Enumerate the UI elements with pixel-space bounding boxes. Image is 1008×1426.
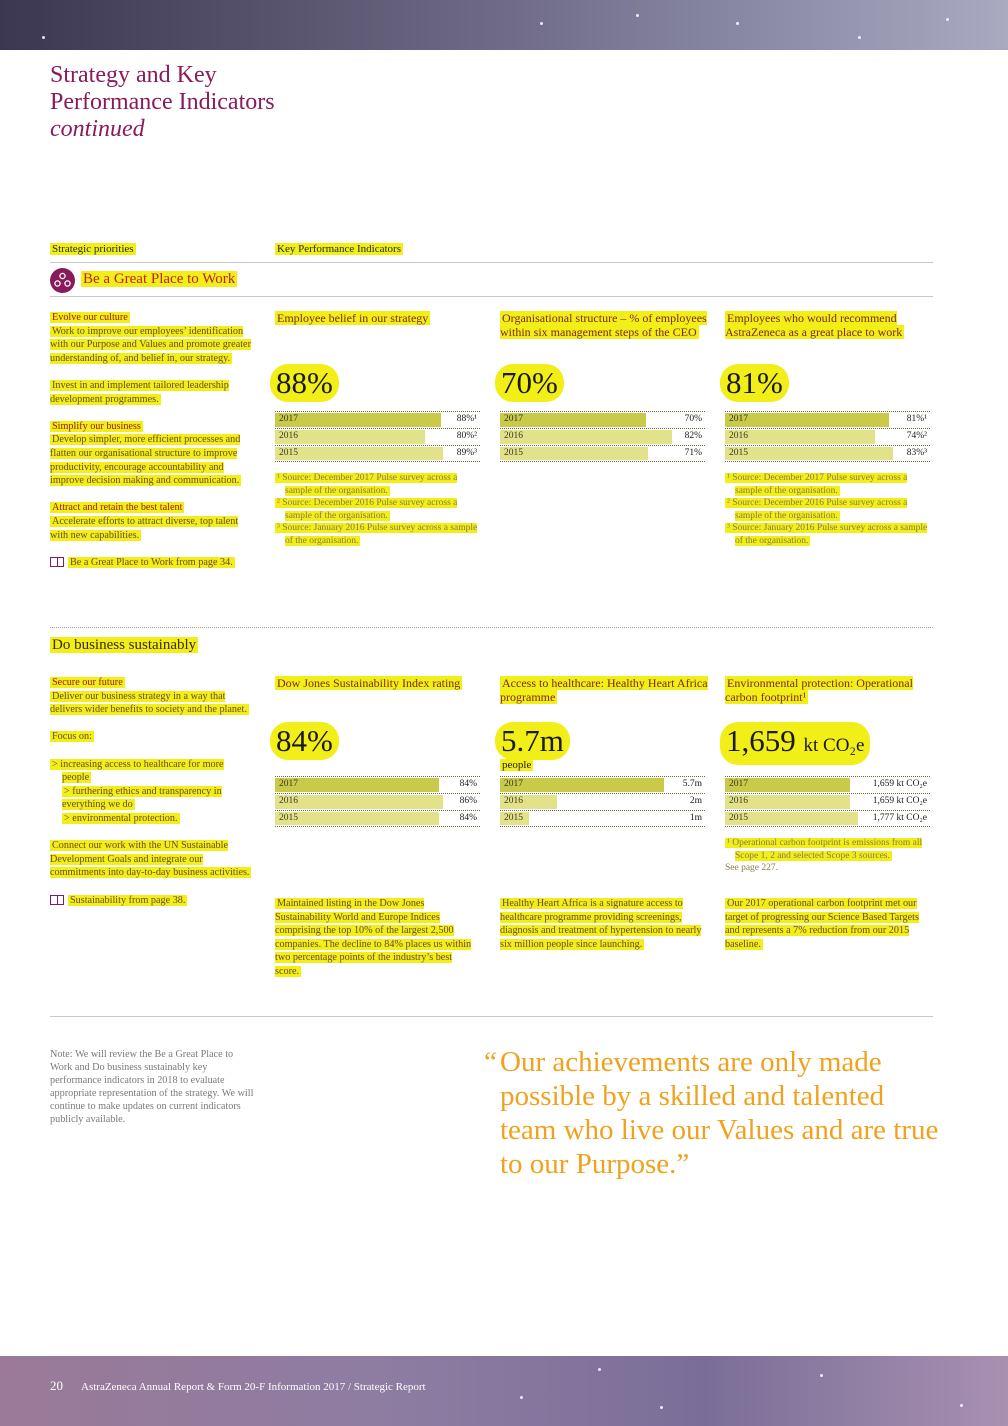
priority-item: Evolve our culture Work to improve our employees’ identification with our Purpose and Values and promote greater understanding of, and belief in, our strategy.	[50, 312, 251, 364]
bar-fill	[275, 812, 439, 825]
kpi-footnotes: ¹ Source: December 2017 Pulse survey across a sample of the organisation. ² Source: December 2016 Pulse survey across a sample of the organisation. ³ Source: January 2016 Pulse survey across a sample of the organisation.	[727, 473, 928, 546]
footer-text: AstraZeneca Annual Report & Form 20-F Information 2017 / Strategic Report	[81, 1381, 426, 1393]
kpi-big-value: 70%	[495, 364, 564, 402]
kpi-title: Dow Jones Sustainability Index rating	[277, 676, 461, 690]
page-link[interactable]: Sustainability from page 38.	[50, 894, 255, 908]
people-network-icon	[50, 268, 75, 293]
review-note: Note: We will review the Be a Great Place to Work and Do business sustainably key performance indicators in 2018 to evaluate appropriate representation of the strategy. We will continue to make updates on current indicators publicly available.	[50, 1049, 254, 1125]
quote-mark: “	[484, 1046, 497, 1078]
priority-item: Secure our future Deliver our business strategy in a way that delivers wider benefits to society and the planet.	[50, 677, 247, 716]
title-line-2: Performance Indicators	[50, 89, 275, 115]
kpi-bars	[725, 776, 930, 827]
priority-item: Attract and retain the best talent Accelerate efforts to attract diverse, top talent with new capabilities.	[50, 502, 239, 541]
divider	[50, 296, 933, 297]
title-continued: continued	[50, 116, 145, 142]
bar-fill	[725, 447, 893, 460]
priority-item: Simplify our business Develop simpler, more efficient processes and flatten our organisational structure to improve productivity, encourage accountability and improve decision making and communication.	[50, 420, 241, 487]
kpi-title: Employees who would recommend AstraZeneca as a great place to work	[725, 311, 903, 339]
section-title-great-place: Be a Great Place to Work	[83, 271, 236, 287]
pull-quote	[486, 1045, 946, 1181]
kpi-title: Organisational structure – % of employees within six management steps of the CEO	[500, 311, 707, 339]
kpi-bars	[725, 411, 930, 462]
bar-fill	[500, 778, 664, 792]
kpi-description: Our 2017 operational carbon footprint met our target of progressing our Science Based Targets and represents a 7% reduction from our 2015 baseline.	[725, 898, 919, 950]
bar-row: 2017 84%	[275, 776, 480, 793]
kpi-big-value: 1,659 kt CO₂e	[720, 722, 870, 765]
focus-list: > increasing access to healthcare for more people > furthering ethics and transparency in everything we do > environmental protection.	[52, 758, 224, 824]
book-icon	[50, 895, 64, 905]
kpi-big-value: 88%	[270, 364, 339, 402]
column-head-priorities: Strategic priorities	[52, 243, 134, 255]
bar-row: 2016 86%	[275, 793, 480, 810]
bar-row: 2016 82%	[500, 428, 705, 445]
priorities-sustainably	[50, 676, 255, 921]
section-separator	[50, 627, 933, 628]
bar-row: 2015 89%³	[275, 445, 480, 462]
focus-label: Focus on:	[52, 731, 92, 743]
top-banner	[0, 0, 1008, 50]
bar-row: 2017 88%¹	[275, 411, 480, 428]
kpi-footnotes: ¹ Source: December 2017 Pulse survey across a sample of the organisation. ² Source: December 2016 Pulse survey across a sample of the organisation. ³ Source: January 2016 Pulse survey across a sample of the organisation.	[277, 473, 478, 546]
bar-fill	[275, 447, 443, 460]
bar-fill	[275, 778, 439, 792]
kpi-big-value: 84%	[270, 722, 339, 760]
kpi-title: Environmental protection: Operational carbon footprint¹	[725, 676, 913, 704]
bar-row: 2015 1m	[500, 810, 705, 827]
kpi-bars	[275, 776, 480, 827]
section-title-sustainably: Do business sustainably	[52, 637, 197, 653]
bar-row: 2015 1,777 kt CO₂e	[725, 810, 930, 827]
kpi-bars	[275, 411, 480, 462]
see-page-link[interactable]: See page 227.	[725, 863, 779, 873]
kpi-bars	[500, 411, 705, 462]
bar-fill	[275, 795, 443, 809]
kpi-unit: kt CO₂e	[803, 735, 865, 756]
bar-row: 2017 1,659 kt CO₂e	[725, 776, 930, 793]
bar-row: 2017 5.7m	[500, 776, 705, 793]
bar-row: 2015 83%³	[725, 445, 930, 462]
title-line-1: Strategy and Key	[50, 62, 217, 88]
kpi-title: Access to healthcare: Healthy Heart Africa programme	[500, 676, 708, 704]
bar-fill	[275, 413, 441, 427]
bar-row: 2016 1,659 kt CO₂e	[725, 793, 930, 810]
kpi-bars	[500, 776, 705, 827]
kpi-description: Healthy Heart Africa is a signature access to healthcare programme providing screenings, diagnosis and treatment of hypertension to nearly six million people since launching.	[500, 898, 702, 950]
page-link[interactable]: Be a Great Place to Work from page 34.	[50, 556, 255, 570]
column-head-kpis: Key Performance Indicators	[277, 243, 402, 255]
divider	[50, 1016, 933, 1017]
kpi-unit-label: people	[502, 759, 532, 771]
kpi-footnotes: ¹ Operational carbon footprint is emissions from all Scope 1, 2 and selected Scope 3 sources. See page 227.	[725, 837, 930, 875]
bar-row: 2016 2m	[500, 793, 705, 810]
bar-fill	[725, 413, 889, 427]
page-title	[50, 62, 275, 143]
bar-row: 2016 74%²	[725, 428, 930, 445]
footer	[50, 1378, 426, 1394]
priority-item: Invest in and implement tailored leadership development programmes.	[50, 379, 229, 405]
bar-fill	[500, 430, 672, 444]
bar-row: 2017 81%¹	[725, 411, 930, 428]
kpi-big-value: 5.7m	[495, 722, 570, 760]
bar-row: 2015 71%	[500, 445, 705, 462]
page-number: 20	[50, 1378, 63, 1393]
book-icon	[50, 557, 64, 567]
bar-row: 2017 70%	[500, 411, 705, 428]
divider	[50, 262, 933, 263]
kpi-big-value: 81%	[720, 364, 789, 402]
connect-text: Connect our work with the UN Sustainable Development Goals and integrate our commitments into day-to-day business activities.	[50, 840, 250, 879]
bar-row: 2015 84%	[275, 810, 480, 827]
bar-row: 2016 80%²	[275, 428, 480, 445]
priorities-great-place	[50, 311, 255, 583]
kpi-title: Employee belief in our strategy	[277, 311, 429, 325]
quote-text: Our achievements are only made possible by a skilled and talented team who live our Values and are true to our Purpose.”	[500, 1046, 939, 1180]
kpi-description: Maintained listing in the Dow Jones Sustainability World and Europe Indices comprising the top 10% of the largest 2,500 companies. The decline to 84% places us within two percentage points of the industry’s best score.	[275, 898, 472, 977]
